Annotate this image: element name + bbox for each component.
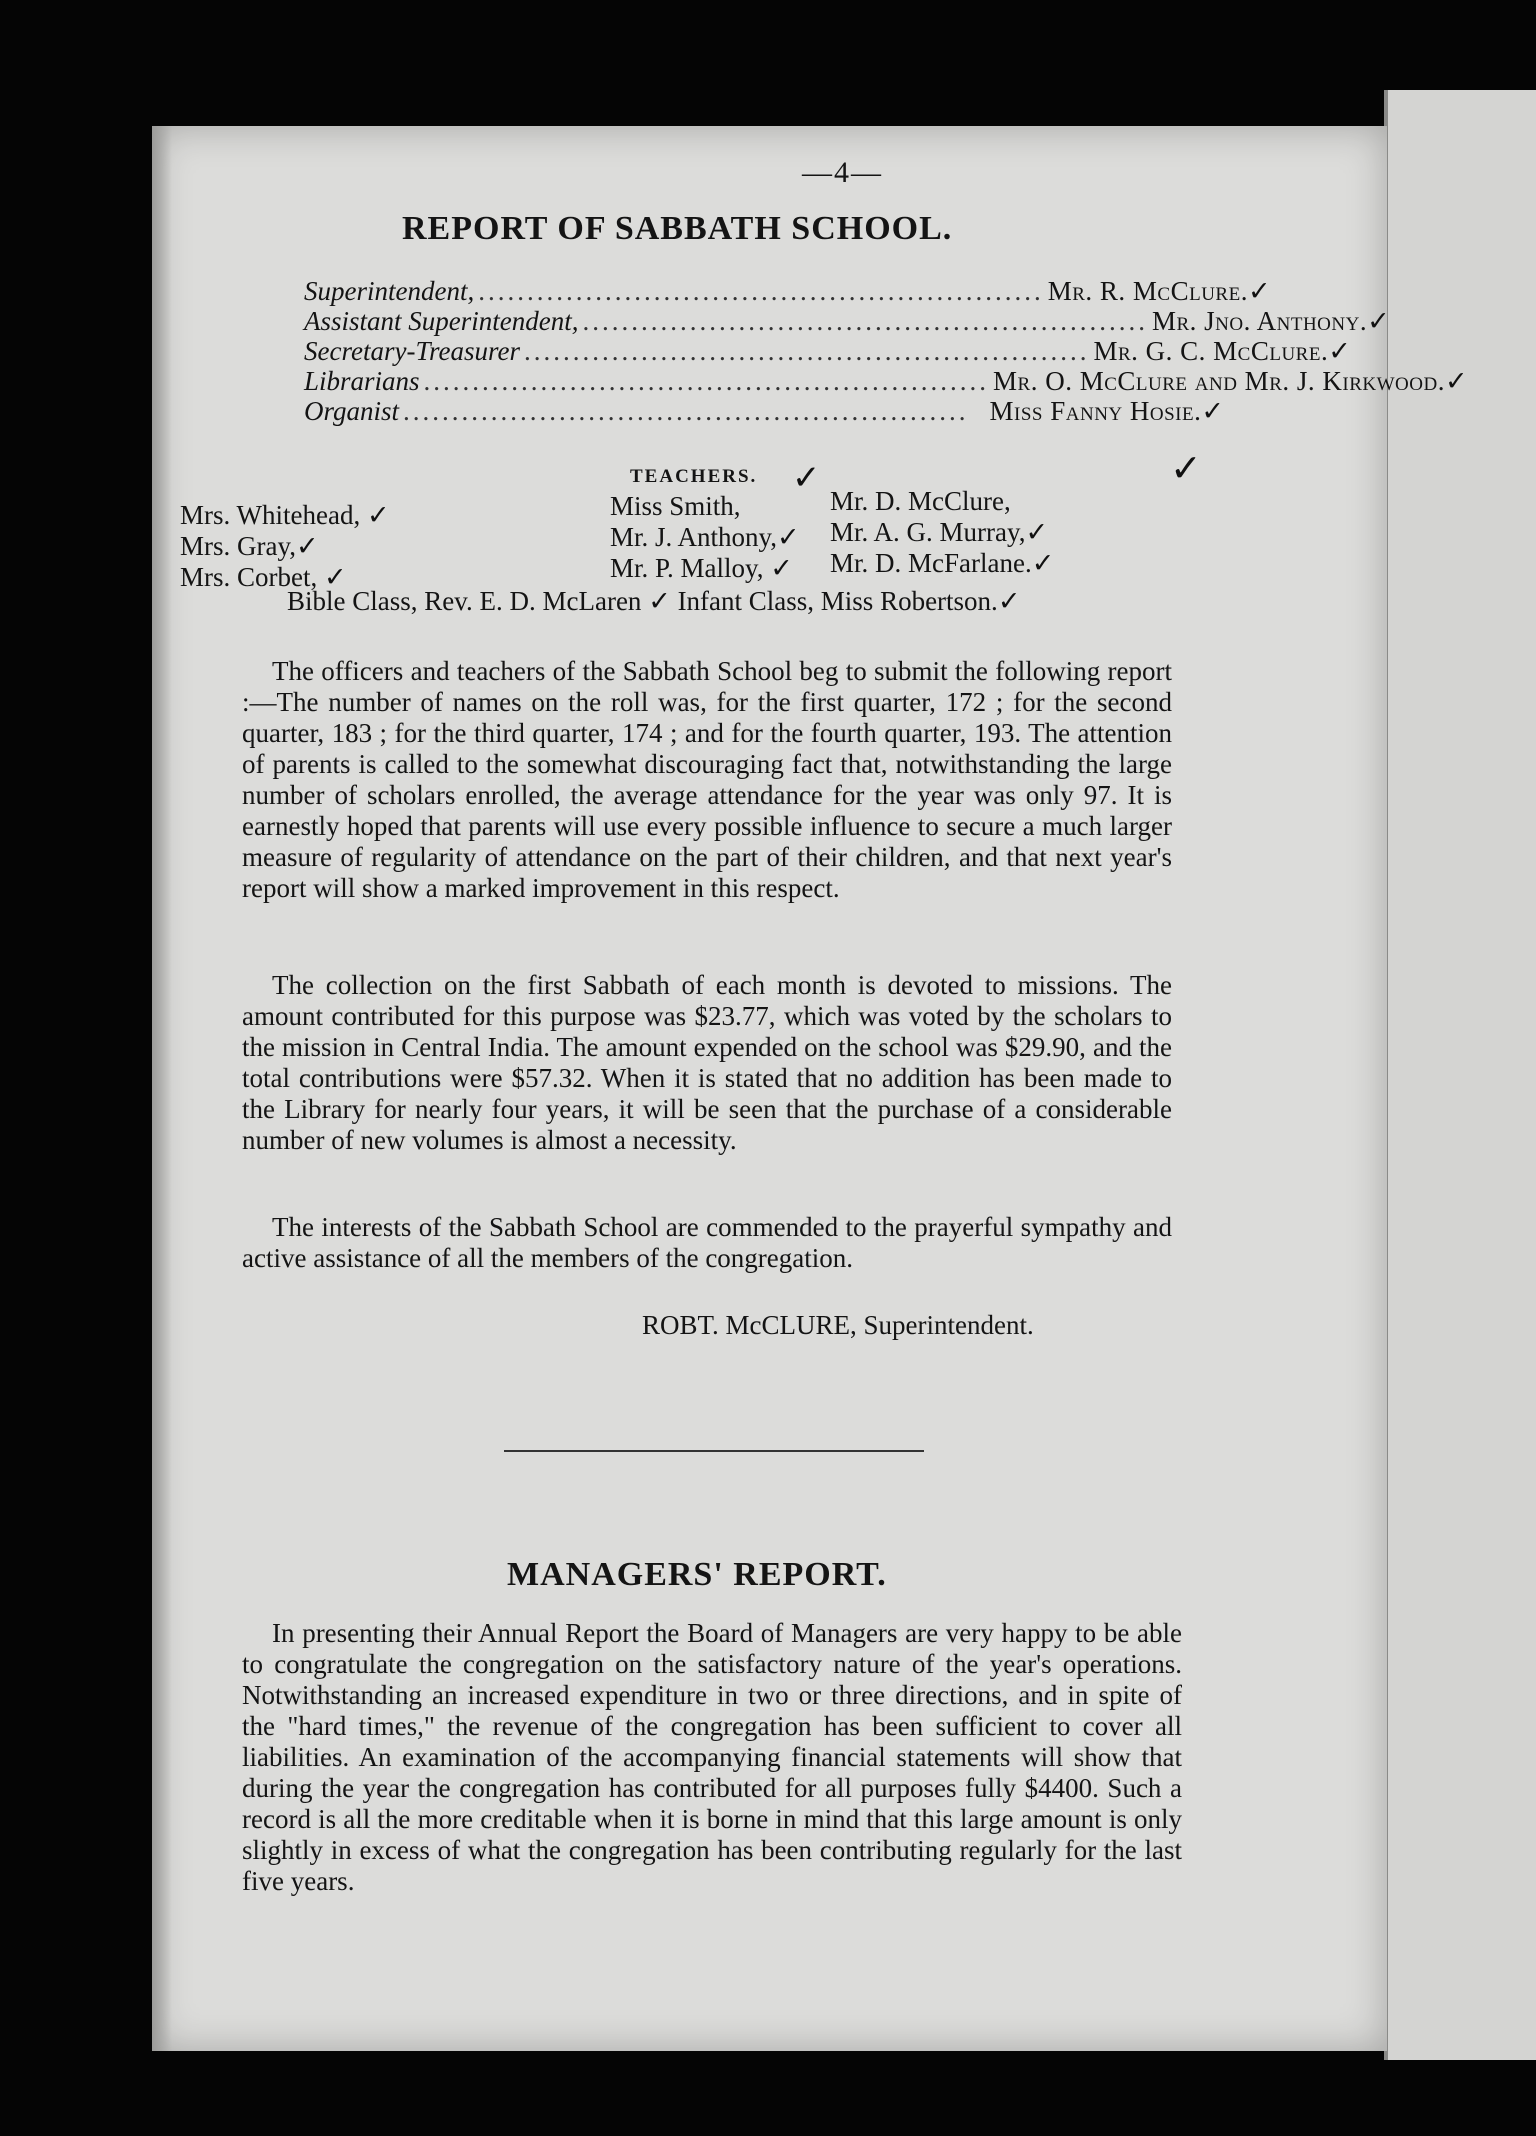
teacher-name: Mrs. Corbet, bbox=[180, 562, 318, 592]
leader-dots: .......................................................... bbox=[403, 396, 969, 426]
leader-dots: .......................................................... bbox=[582, 306, 1148, 336]
check-mark-icon: ✓ bbox=[1025, 517, 1049, 548]
teacher-name: Miss Smith, bbox=[610, 491, 741, 521]
document-page bbox=[152, 126, 1468, 2051]
check-mark-icon: ✓ bbox=[770, 553, 793, 584]
check-mark-icon: ✓ bbox=[1170, 446, 1202, 490]
officer-role: Superintendent, bbox=[304, 276, 475, 306]
managers-report-title: MANAGERS' REPORT. bbox=[507, 1556, 887, 1593]
check-mark-icon: ✓ bbox=[997, 586, 1021, 617]
officer-name: Mr. R. McClure. bbox=[1047, 276, 1248, 306]
section-divider bbox=[504, 1450, 924, 1452]
teacher-name: Mr. P. Malloy, bbox=[610, 553, 764, 583]
officer-name: Mr. Jno. Anthony. bbox=[1151, 306, 1368, 336]
check-mark-icon: ✓ bbox=[1328, 336, 1351, 367]
class-line bbox=[287, 586, 1020, 617]
check-mark-icon: ✓ bbox=[366, 500, 390, 531]
check-mark-icon: ✓ bbox=[324, 562, 347, 593]
check-mark-icon: ✓ bbox=[1367, 306, 1390, 337]
officer-name: Mr. O. McClure and Mr. J. Kirkwood. bbox=[993, 366, 1445, 396]
officer-secretary-treasurer bbox=[304, 336, 1351, 370]
sabbath-paragraph-collections: The collection on the first Sabbath of each month is devoted to missions. The amount contributed for this purpose was $23.77, which was voted by the scholars to the mission in Central India. The amount expended on the school was $29.90, and the total contributions were $57.32. When it is stated that no addition has been made to the Library for nearly four years, it will be seen that the purchase of a considerable number of new volumes is almost a necessity. bbox=[242, 970, 1172, 1155]
teachers-heading: TEACHERS. bbox=[630, 466, 758, 487]
teachers-column-1 bbox=[180, 500, 390, 593]
check-mark-icon: ✓ bbox=[295, 531, 319, 562]
sabbath-school-title: REPORT OF SABBATH SCHOOL. bbox=[402, 210, 953, 247]
managers-paragraph: In presenting their Annual Report the Board of Managers are very happy to be able to congratulate the congregation on the satisfactory nature of the year's operations. Notwithstanding an increased expenditure in two or three directions, and in spite of the "hard times," the revenue of the congregation has been sufficient to cover all liabilities. An examination of the accompanying financial statements will show that during the year the congregation has contributed for all purposes fully $4400. Such a record is all the more creditable when it is borne in mind that this large amount is only slightly in excess of what the congregation has been contributing regularly for the last five years. bbox=[242, 1618, 1182, 1896]
sabbath-paragraph-attendance: The officers and teachers of the Sabbath School beg to submit the following report :—The number of names on the roll was, for the first quarter, 172 ; for the second quarter, 183 ; for the third quarter, 174 ; and for the fourth quarter, 193. The attention of parents is called to the somewhat discouraging fact that, notwithstanding the large number of scholars enrolled, the average attendance for the year was only 97. It is earnestly hoped that parents will use every possible influence to secure a much larger measure of regularity of attendance on the part of their children, and that next year's report will show a marked improvement in this respect. bbox=[242, 656, 1172, 903]
teachers-column-2 bbox=[610, 491, 800, 584]
leader-dots: .......................................................... bbox=[423, 366, 990, 396]
check-mark-icon: ✓ bbox=[648, 586, 671, 617]
officer-organist bbox=[304, 396, 1224, 430]
check-mark-icon: ✓ bbox=[1201, 396, 1224, 427]
teacher-name: Mrs. Whitehead, bbox=[180, 500, 361, 530]
teacher-name: Mrs. Gray, bbox=[180, 531, 296, 561]
check-mark-icon: ✓ bbox=[777, 522, 800, 553]
check-mark-icon: ✓ bbox=[1031, 548, 1055, 579]
teachers-column-3 bbox=[830, 486, 1054, 579]
check-mark-icon: ✓ bbox=[1247, 276, 1271, 307]
officer-role: Organist bbox=[304, 396, 400, 426]
teacher-name: Mr. J. Anthony, bbox=[610, 522, 778, 552]
bible-class: Bible Class, Rev. E. D. McLaren bbox=[287, 586, 642, 616]
infant-class: Infant Class, Miss Robertson. bbox=[677, 586, 998, 616]
officer-name: Miss Fanny Hosie. bbox=[989, 396, 1202, 426]
page-edge-shadow bbox=[152, 126, 172, 2051]
officer-role: Secretary-Treasurer bbox=[304, 336, 520, 366]
check-mark-icon: ✓ bbox=[1444, 366, 1468, 397]
officer-assistant-superintendent bbox=[304, 306, 1390, 340]
teacher-name: Mr. A. G. Murray, bbox=[830, 517, 1026, 547]
signature-line: ROBT. McCLURE, Superintendent. bbox=[642, 1310, 1034, 1340]
teacher-name: Mr. D. McClure, bbox=[830, 486, 1011, 516]
leader-dots: .......................................................... bbox=[523, 336, 1090, 366]
page-number: —4— bbox=[802, 156, 883, 189]
officer-name: Mr. G. C. McClure. bbox=[1093, 336, 1329, 366]
officer-role: Librarians bbox=[304, 366, 420, 396]
sabbath-paragraph-commendation: The interests of the Sabbath School are commended to the prayerful sympathy and active assistance of all the members of the congregation. bbox=[242, 1212, 1172, 1273]
leader-dots: .......................................................... bbox=[478, 276, 1044, 306]
check-mark-icon: ✓ bbox=[792, 458, 821, 498]
teacher-name: Mr. D. McFarlane. bbox=[830, 548, 1032, 578]
officer-role: Assistant Superintendent, bbox=[304, 306, 579, 336]
officer-librarians bbox=[304, 366, 1468, 400]
officer-superintendent bbox=[304, 276, 1271, 310]
